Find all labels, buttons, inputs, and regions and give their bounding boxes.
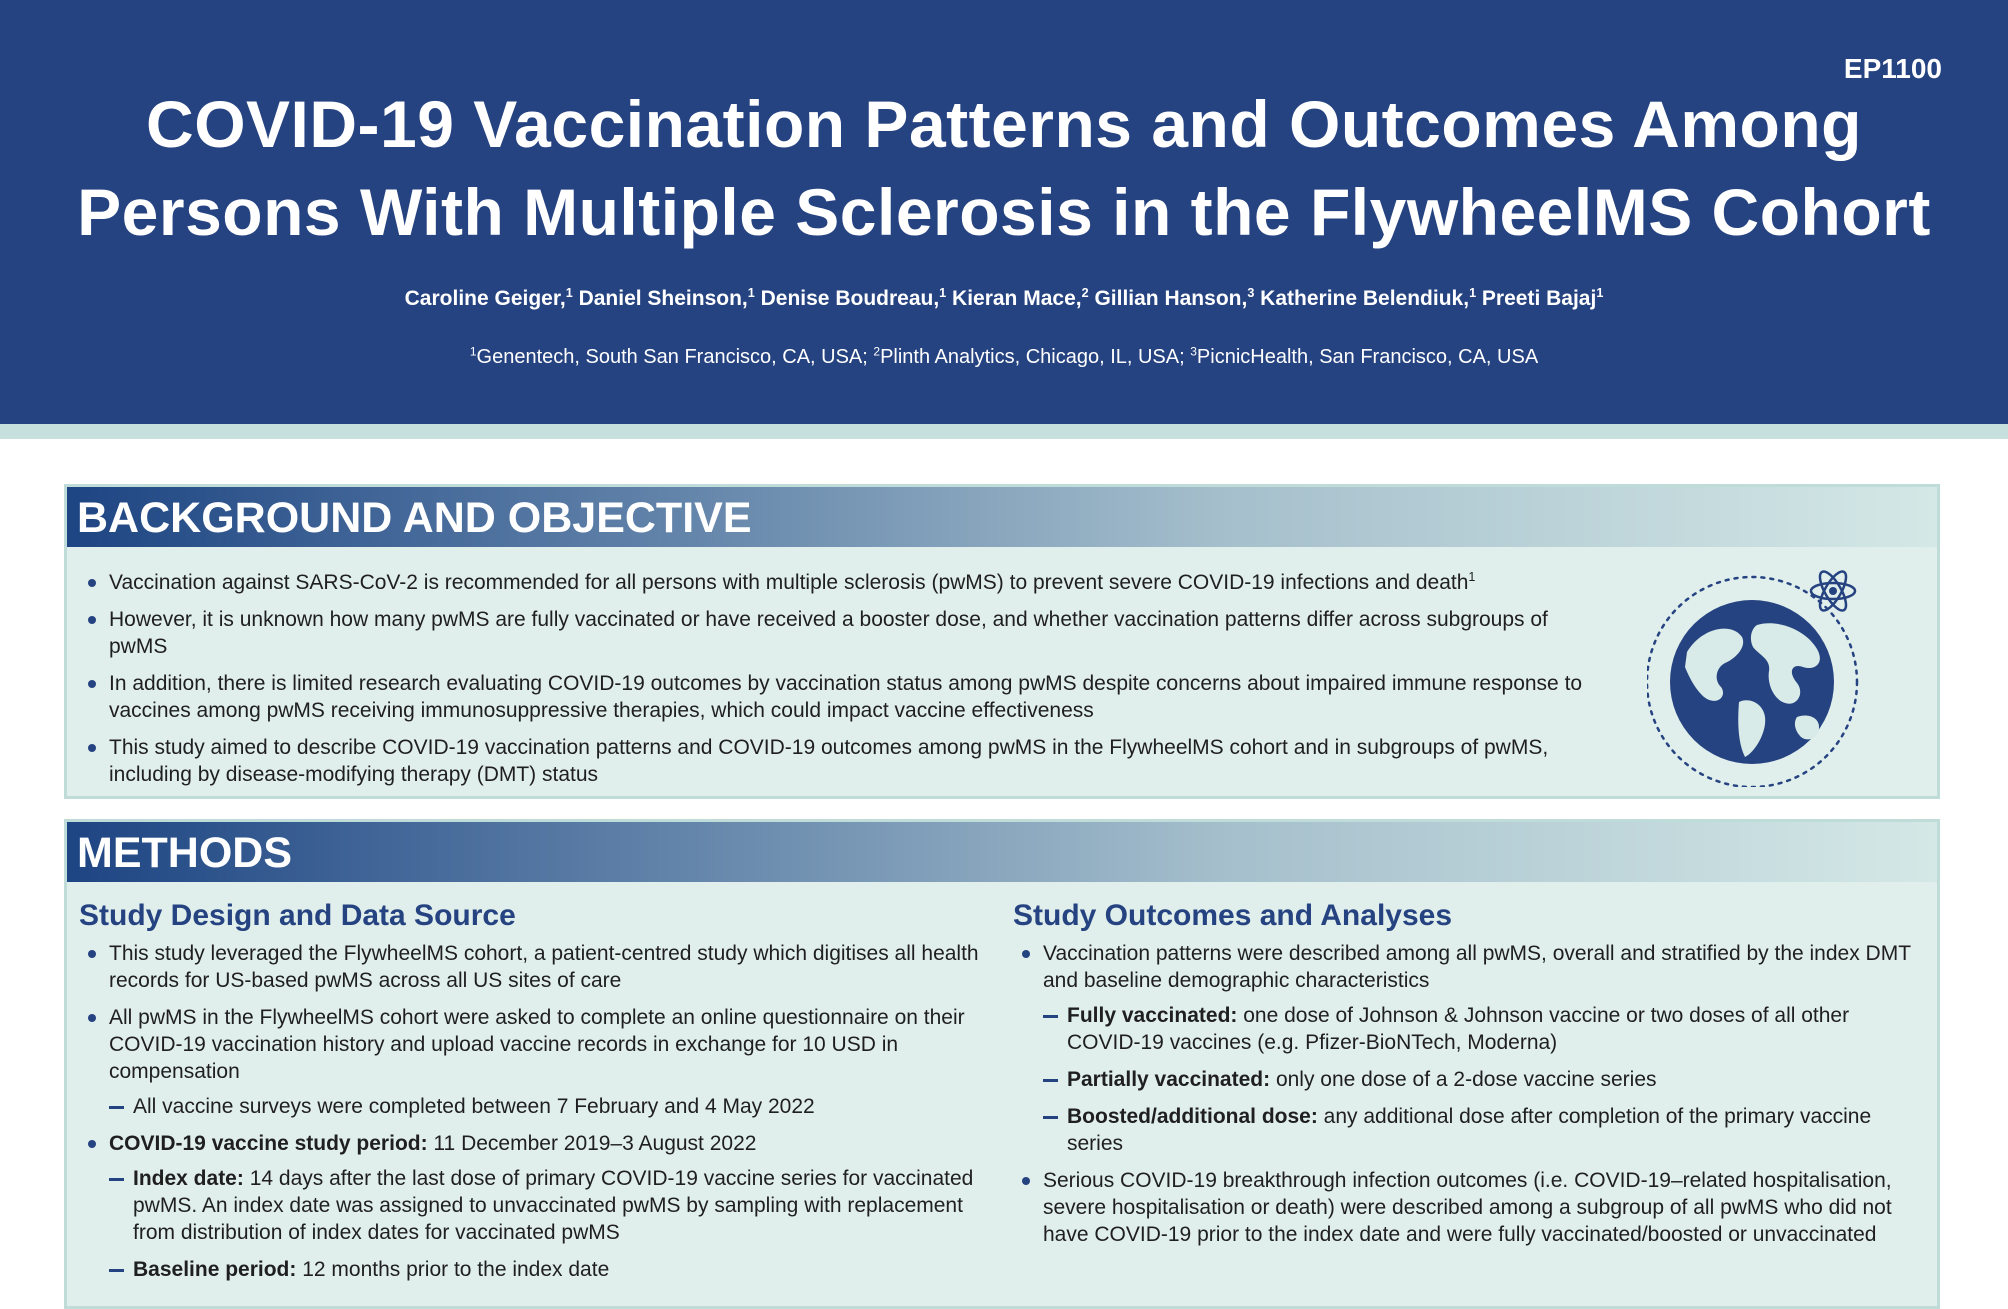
author-list	[0, 287, 2008, 311]
list-item: This study leveraged the FlywheelMS cohort, a patient-centred study which digitises all health records for US-based pwMS across all US sites of care	[79, 940, 979, 994]
background-heading: BACKGROUND AND OBJECTIVE	[67, 487, 1937, 547]
affiliations	[0, 346, 2008, 369]
title-line-2: Persons With Multiple Sclerosis in the FlywheelMS Cohort	[77, 175, 1931, 249]
title-line-1: COVID-19 Vaccination Patterns and Outcomes Among	[146, 87, 1862, 161]
list-item: Baseline period: 12 months prior to the index date	[109, 1256, 979, 1283]
section-subheading: Study Outcomes and Analyses	[1013, 899, 1453, 932]
methods-left-column	[79, 898, 979, 1293]
author: Katherine Belendiuk,$^1$	[1260, 286, 1477, 310]
author: Denise Boudreau,$^1$	[760, 286, 947, 310]
affiliation: $^1$Genentech, South San Francisco, CA, USA;	[469, 344, 868, 368]
list-item: In addition, there is limited research evaluating COVID-19 outcomes by vaccination status among pwMS despite concerns about impaired immune response to vaccines among pwMS receiving immunosuppressive therapies, which could impact vaccine effectiveness	[79, 670, 1609, 724]
methods-panel	[64, 819, 1940, 1309]
header-divider-band	[0, 424, 2008, 439]
list-item: Index date: 14 days after the last dose of primary COVID-19 vaccine series for vaccinated pwMS. An index date was assigned to unvaccinated pwMS by sampling with replacement from distribution of index dates for vaccinated pwMS	[109, 1165, 979, 1246]
background-panel	[64, 484, 1940, 799]
list-item: Vaccination against SARS-CoV-2 is recommended for all persons with multiple sclerosis (pwMS) to prevent severe COVID-19 infections and death$^1$	[79, 569, 1609, 596]
list-item: Boosted/additional dose: any additional dose after completion of the primary vaccine series	[1043, 1103, 1923, 1157]
globe-icon	[1647, 567, 1897, 787]
affiliation: $^2$Plinth Analytics, Chicago, IL, USA;	[873, 344, 1185, 368]
author: Daniel Sheinson,$^1$	[578, 286, 755, 310]
list-item: Serious COVID-19 breakthrough infection outcomes (i.e. COVID-19–related hospitalisation, severe hospitalisation or death) were described among a subgroup of all pwMS who did not have COVID-19 prior to the index date and were fully vaccinated/boosted or unvaccinated	[1013, 1167, 1923, 1248]
poster-id: EP1100	[1843, 53, 1942, 84]
methods-heading: METHODS	[67, 822, 1937, 882]
background-list	[79, 569, 1609, 798]
list-item: However, it is unknown how many pwMS are fully vaccinated or have received a booster dose, and whether vaccination patterns differ across subgroups of pwMS	[79, 606, 1609, 660]
affiliation: $^3$PicnicHealth, San Francisco, CA, USA	[1190, 344, 1539, 368]
list-item: All vaccine surveys were completed between 7 February and 4 May 2022	[109, 1093, 979, 1120]
poster-title	[0, 80, 2008, 256]
list-item: COVID-19 vaccine study period: 11 December 2019–3 August 2022 Index date: 14 days after the last dose of primary COVID-19 vaccine series for vaccinated pwMS. An index date was assigned to unvaccinated pwMS by sampling with replacement from distribution of index dates for vaccinated pwMS Baseline period: 12 months prior to the index date	[79, 1130, 979, 1283]
atom-icon	[1811, 568, 1855, 614]
author: Preeti Bajaj$^1$	[1481, 286, 1604, 310]
author: Kieran Mace,$^2$	[952, 286, 1089, 310]
list-item: All pwMS in the FlywheelMS cohort were asked to complete an online questionnaire on their COVID-19 vaccination history and upload vaccine records in exchange for 10 USD in compensation All vaccine surveys were completed between 7 February and 4 May 2022	[79, 1004, 979, 1120]
list-item: Fully vaccinated: one dose of Johnson & Johnson vaccine or two doses of all other COVID-19 vaccines (e.g. Pfizer-BioNTech, Moderna)	[1043, 1002, 1923, 1056]
list-item: Partially vaccinated: only one dose of a 2-dose vaccine series	[1043, 1066, 1923, 1093]
list-item: This study aimed to describe COVID-19 vaccination patterns and COVID-19 outcomes among pwMS in the FlywheelMS cohort and in subgroups of pwMS, including by disease-modifying therapy (DMT) status	[79, 734, 1609, 788]
author: Caroline Geiger,$^1$	[404, 286, 573, 310]
poster-header	[0, 0, 2008, 424]
methods-right-column	[1013, 898, 1923, 1258]
section-subheading: Study Design and Data Source	[79, 899, 516, 932]
author: Gillian Hanson,$^3$	[1094, 286, 1255, 310]
list-item: Vaccination patterns were described among all pwMS, overall and stratified by the index DMT and baseline demographic characteristics Fully vaccinated: one dose of Johnson & Johnson vaccine or two doses of all other COVID-19 vaccines (e.g. Pfizer-BioNTech, Moderna) Partially vaccinated: only one dose of a 2-dose vaccine series Boosted/additional dose: any additional dose after completion of the primary vaccine series	[1013, 940, 1923, 1157]
